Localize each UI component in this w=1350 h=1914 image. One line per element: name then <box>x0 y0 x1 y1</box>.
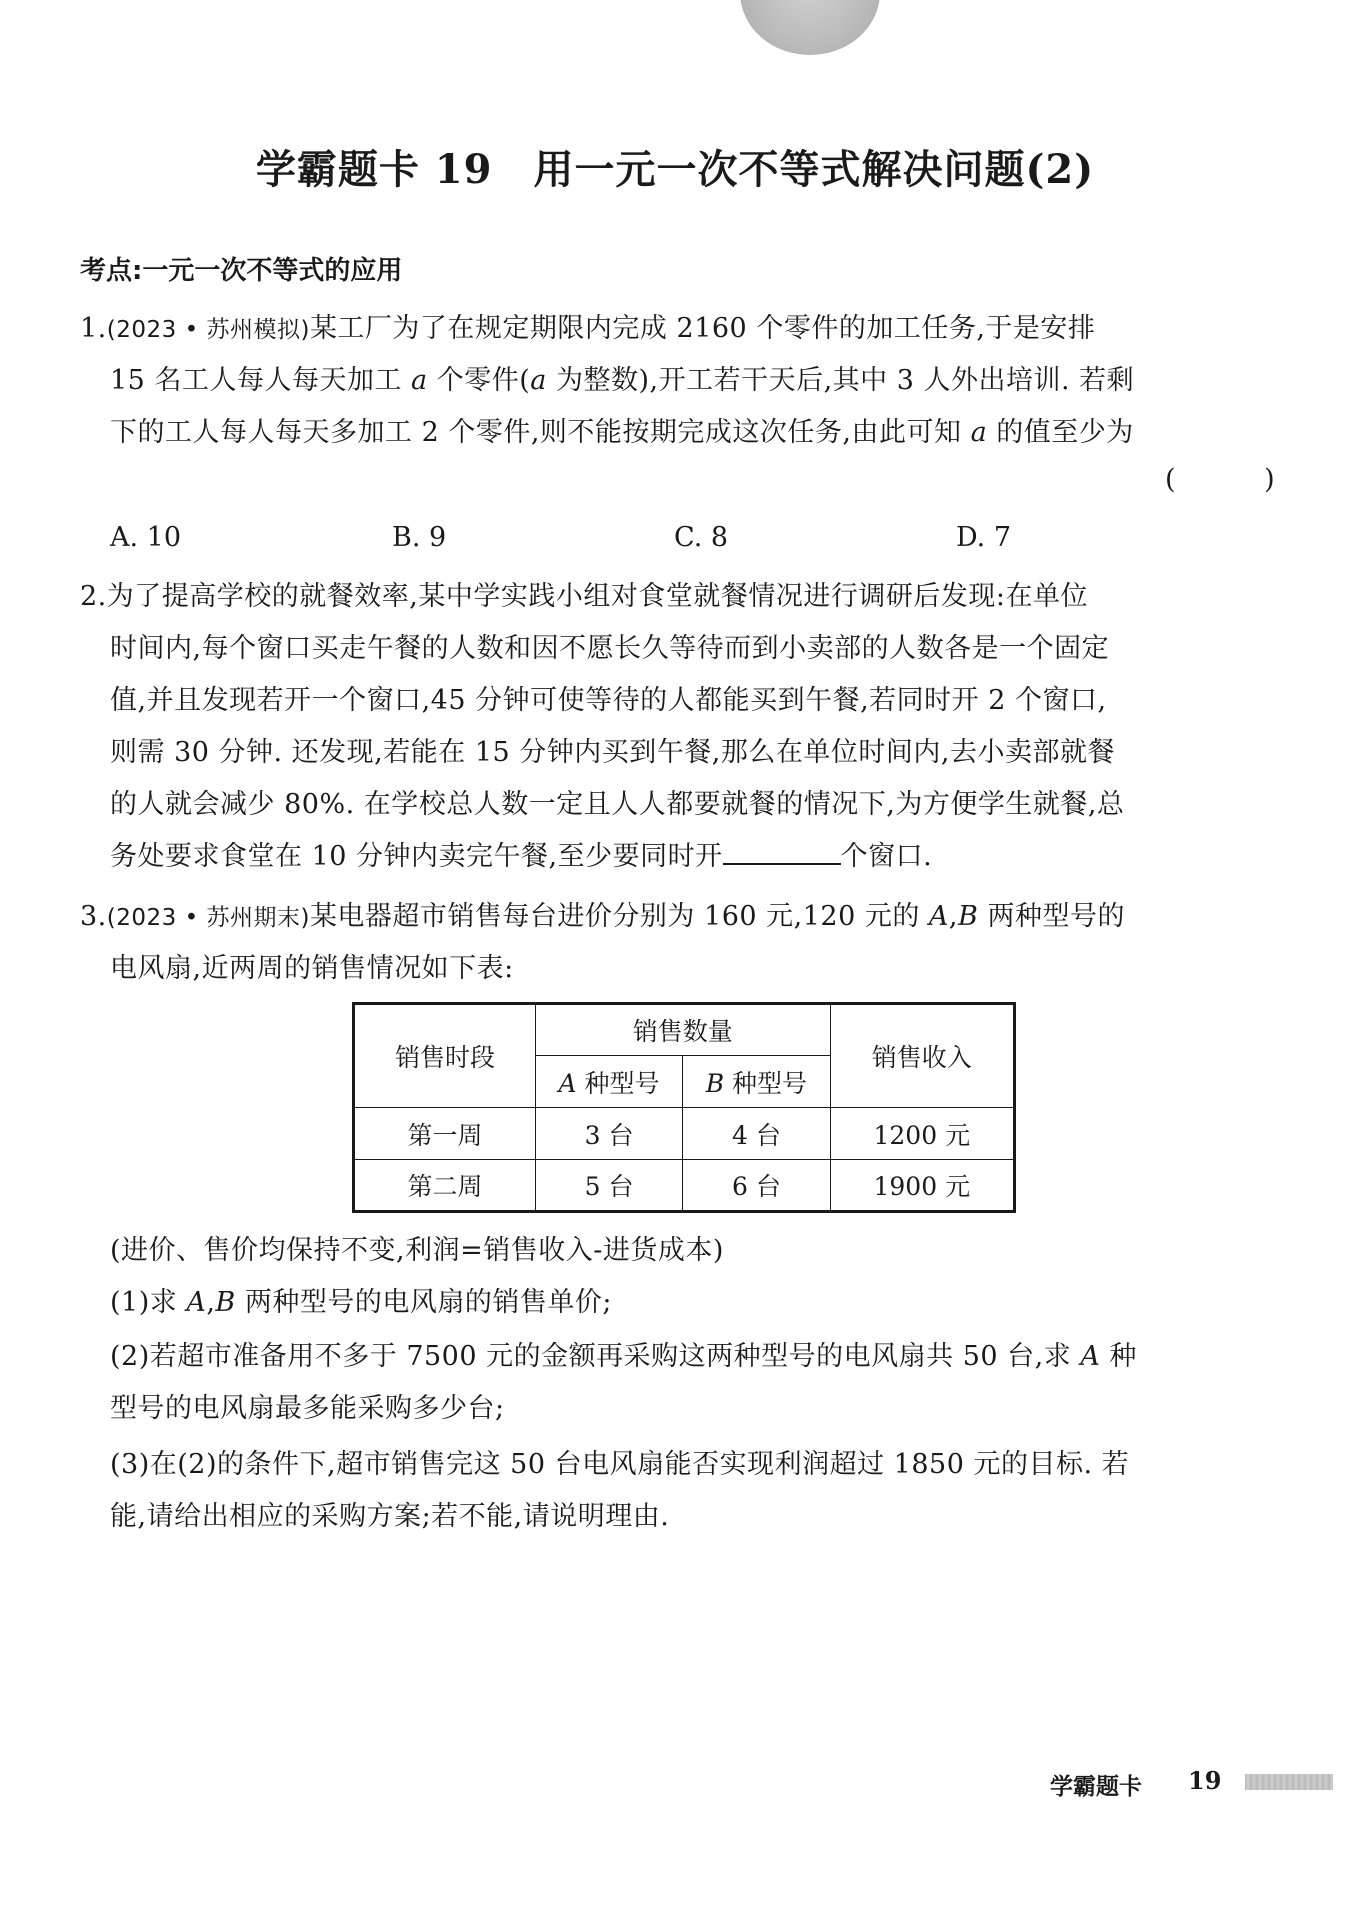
q1-line-2: 15 名工人每人每天加工 a 个零件(a 为整数),开工若干天后,其中 3 人外出培训. 若剩 <box>110 365 1135 396</box>
variable-a: a <box>530 365 547 396</box>
q1-choice-a[interactable]: A. 10 <box>110 522 182 553</box>
cell-type-b: 6 台 <box>683 1160 830 1212</box>
q2-line-4: 则需 30 分钟. 还发现,若能在 15 分钟内买到午餐,那么在单位时间内,去小卖部就餐 <box>110 737 1115 768</box>
cell-type-b: 4 台 <box>683 1108 830 1160</box>
q2-line-2: 时间内,每个窗口买走午餐的人数和因不愿长久等待而到小卖部的人数各是一个固定 <box>110 633 1110 664</box>
q2-line-5: 的人就会减少 80%. 在学校总人数一定且人人都要就餐的情况下,为方便学生就餐,总 <box>110 789 1125 820</box>
q3-line-2: 电风扇,近两周的销售情况如下表: <box>110 953 514 984</box>
header-type-a: A 种型号 <box>535 1056 682 1108</box>
cell-period: 第二周 <box>354 1160 536 1212</box>
q3-part-3-line-2: 能,请给出相应的采购方案;若不能,请说明理由. <box>110 1501 670 1532</box>
q1-source: (2023 • 苏州模拟) <box>106 317 310 343</box>
header-quantity: 销售数量 <box>535 1004 830 1056</box>
q2-line-1: 2.为了提高学校的就餐效率,某中学实践小组对食堂就餐情况进行调研后发现:在单位 <box>80 581 1088 612</box>
cell-type-a: 5 台 <box>535 1160 682 1212</box>
footer-decoration-bar <box>1245 1774 1333 1790</box>
cell-period: 第一周 <box>354 1108 536 1160</box>
q3-source: (2023 • 苏州期末) <box>106 905 310 931</box>
q2-answer-blank[interactable] <box>723 839 841 865</box>
q3-line-1: 3.(2023 • 苏州期末)某电器超市销售每台进价分别为 160 元,120 元的 A,B 两种型号的 <box>80 901 1125 932</box>
q3-part-3-line-1: (3)在(2)的条件下,超市销售完这 50 台电风扇能否实现利润超过 1850 元的目标. 若 <box>110 1449 1130 1480</box>
cell-type-a: 3 台 <box>535 1108 682 1160</box>
q3-note: (进价、售价均保持不变,利润=销售收入-进货成本) <box>110 1235 724 1266</box>
footer-label: 学霸题卡 <box>1050 1774 1142 1800</box>
page-number: 19 <box>1188 1766 1222 1795</box>
variable-a: a <box>970 417 988 448</box>
header-period: 销售时段 <box>354 1004 536 1108</box>
q2-number: 2. <box>80 581 107 612</box>
q3-part-1: (1)求 A,B 两种型号的电风扇的销售单价; <box>110 1287 612 1318</box>
table-row <box>354 1108 1015 1160</box>
q2-line-6: 务处要求食堂在 10 分钟内卖完午餐,至少要同时开 个窗口. <box>110 841 933 872</box>
q1-choice-b[interactable]: B. 9 <box>392 522 447 553</box>
sales-table <box>352 1002 1016 1213</box>
q1-choice-d[interactable]: D. 7 <box>956 522 1012 553</box>
q1-choice-c[interactable]: C. 8 <box>674 522 729 553</box>
q1-line-1 <box>80 306 1095 345</box>
variable-A: A <box>928 901 949 932</box>
q1-answer-blank[interactable]: ( ) <box>1165 464 1315 495</box>
q1-number: 1. <box>80 313 107 344</box>
variable-B: B <box>958 901 979 932</box>
q3-part-2-line-2: 型号的电风扇最多能采购多少台; <box>110 1393 505 1424</box>
q1-text-1: 某工厂为了在规定期限内完成 2160 个零件的加工任务,于是安排 <box>309 313 1096 344</box>
page-title: 学霸题卡 19 用一元一次不等式解决问题(2) <box>255 146 1095 193</box>
cell-income: 1200 元 <box>830 1108 1014 1160</box>
header-type-b: B 种型号 <box>683 1056 830 1108</box>
section-label: 考点:一元一次不等式的应用 <box>80 256 403 286</box>
header-income: 销售收入 <box>830 1004 1014 1108</box>
q3-number: 3. <box>80 901 107 932</box>
page-corner-decoration <box>740 0 880 55</box>
variable-a: a <box>411 365 428 396</box>
q2-line-3: 值,并且发现若开一个窗口,45 分钟可使等待的人都能买到午餐,若同时开 2 个窗口, <box>110 685 1107 716</box>
table-row <box>354 1160 1015 1212</box>
cell-income: 1900 元 <box>830 1160 1014 1212</box>
q1-line-3: 下的工人每人每天多加工 2 个零件,则不能按期完成这次任务,由此可知 a 的值至少为 <box>110 417 1134 448</box>
q3-part-2-line-1: (2)若超市准备用不多于 7500 元的金额再采购这两种型号的电风扇共 50 台,求 A 种 <box>110 1341 1137 1372</box>
